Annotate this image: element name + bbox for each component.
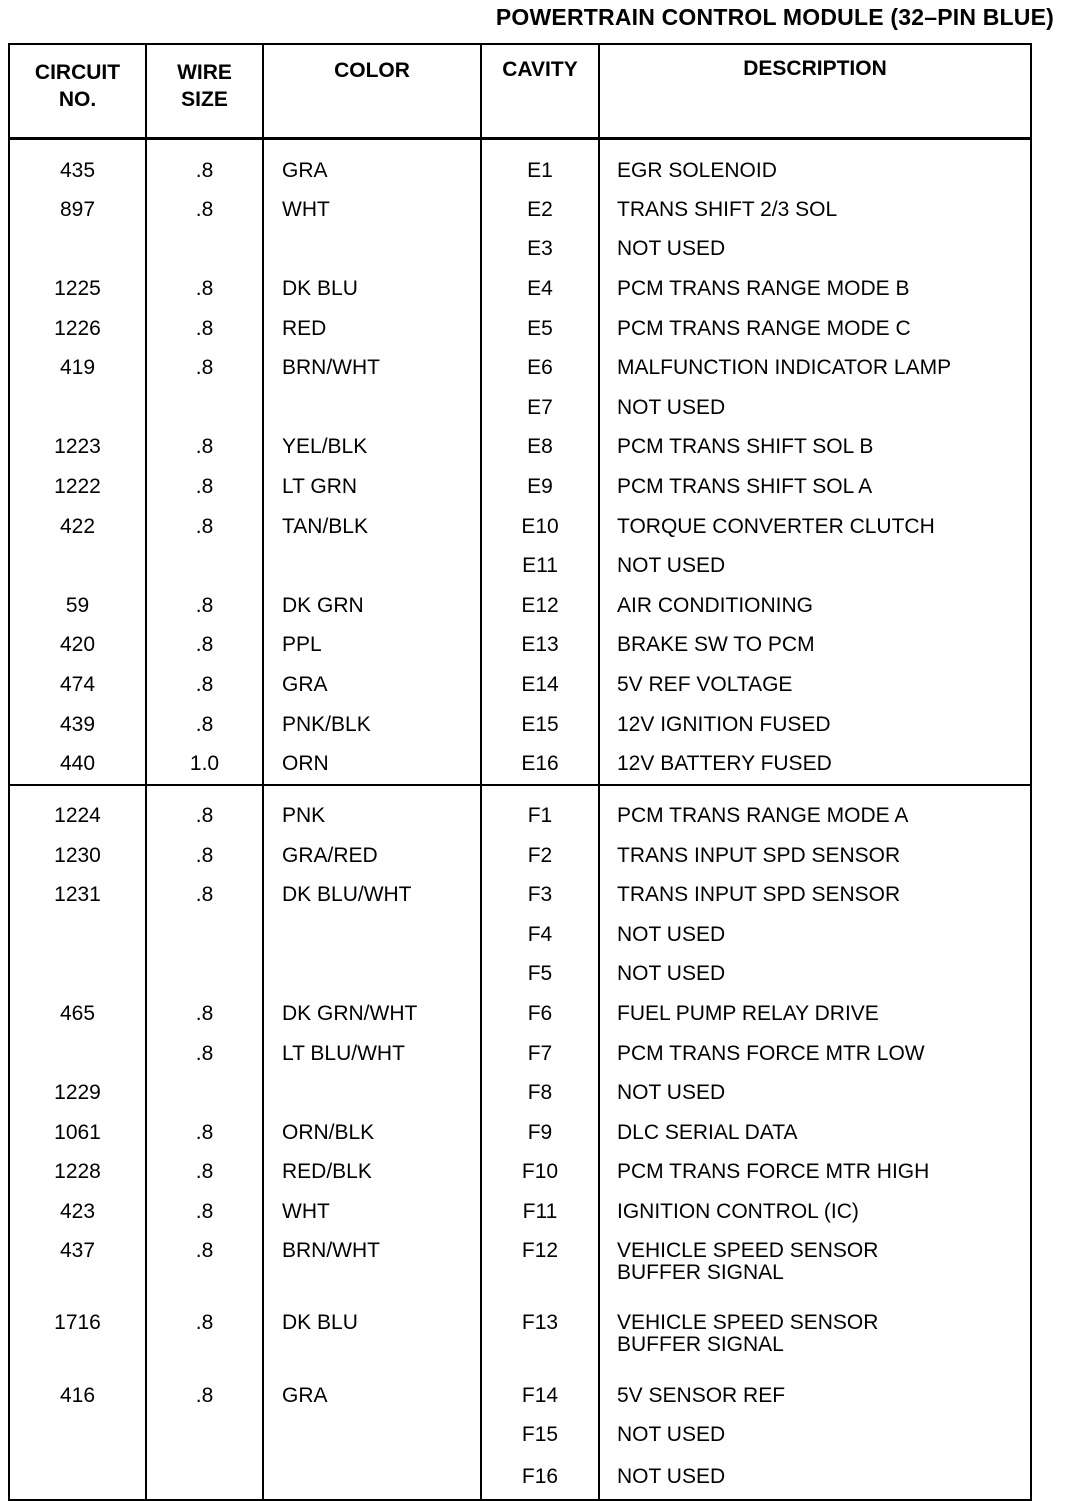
wire-size-cell [146, 1455, 263, 1500]
table-row [9, 1455, 1031, 1500]
circuit-cell: 420 [9, 626, 146, 666]
table-row [9, 230, 1031, 270]
header-description: DESCRIPTION [599, 44, 1031, 139]
wire-size-cell: .8 [146, 1304, 263, 1376]
table-row [9, 744, 1031, 785]
table-row [9, 1232, 1031, 1304]
circuit-cell: 59 [9, 586, 146, 626]
circuit-cell: 1228 [9, 1153, 146, 1193]
description-cell: 5V REF VOLTAGE [599, 665, 1031, 705]
circuit-cell: 435 [9, 139, 146, 191]
table-row [9, 876, 1031, 916]
wire-size-cell: .8 [146, 626, 263, 666]
cavity-cell: E8 [481, 428, 599, 468]
circuit-cell [9, 1034, 146, 1074]
cavity-cell: F8 [481, 1073, 599, 1113]
cavity-cell: E16 [481, 744, 599, 785]
color-cell: RED [263, 309, 481, 349]
cavity-cell: E6 [481, 348, 599, 388]
wire-size-cell: .8 [146, 269, 263, 309]
wire-size-cell: .8 [146, 836, 263, 876]
cavity-cell: E5 [481, 309, 599, 349]
table-row [9, 994, 1031, 1034]
table-row [9, 626, 1031, 666]
wire-size-cell [146, 1073, 263, 1113]
color-cell: LT BLU/WHT [263, 1034, 481, 1074]
table-row [9, 388, 1031, 428]
wire-size-cell: .8 [146, 994, 263, 1034]
circuit-cell [9, 955, 146, 995]
wire-size-cell: .8 [146, 1376, 263, 1416]
circuit-cell: 1229 [9, 1073, 146, 1113]
color-cell: GRA/RED [263, 836, 481, 876]
color-cell [263, 546, 481, 586]
circuit-cell: 1061 [9, 1113, 146, 1153]
description-cell: PCM TRANS RANGE MODE C [599, 309, 1031, 349]
description-cell: NOT USED [599, 1415, 1031, 1455]
table-row [9, 705, 1031, 745]
cavity-cell: E3 [481, 230, 599, 270]
wire-size-cell: 1.0 [146, 744, 263, 785]
circuit-cell [9, 915, 146, 955]
circuit-cell [9, 1455, 146, 1500]
cavity-cell: E7 [481, 388, 599, 428]
color-cell [263, 1415, 481, 1455]
circuit-cell: 437 [9, 1232, 146, 1304]
cavity-cell: E11 [481, 546, 599, 586]
cavity-cell: F11 [481, 1192, 599, 1232]
description-cell: PCM TRANS RANGE MODE A [599, 785, 1031, 836]
circuit-cell [9, 388, 146, 428]
color-cell: GRA [263, 665, 481, 705]
description-cell: 5V SENSOR REF [599, 1376, 1031, 1416]
cavity-cell: E13 [481, 626, 599, 666]
description-cell: IGNITION CONTROL (IC) [599, 1192, 1031, 1232]
description-cell: PCM TRANS RANGE MODE B [599, 269, 1031, 309]
wire-size-cell: .8 [146, 785, 263, 836]
table-row [9, 785, 1031, 836]
color-cell: TAN/BLK [263, 507, 481, 547]
color-cell: GRA [263, 1376, 481, 1416]
cavity-cell: F16 [481, 1455, 599, 1500]
cavity-cell: F7 [481, 1034, 599, 1074]
description-cell: TRANS INPUT SPD SENSOR [599, 836, 1031, 876]
cavity-cell: F14 [481, 1376, 599, 1416]
cavity-cell: F3 [481, 876, 599, 916]
cavity-cell: F15 [481, 1415, 599, 1455]
wire-size-cell: .8 [146, 507, 263, 547]
color-cell: BRN/WHT [263, 348, 481, 388]
cavity-cell: E9 [481, 467, 599, 507]
cavity-cell: F12 [481, 1232, 599, 1304]
circuit-cell: 439 [9, 705, 146, 745]
description-cell: PCM TRANS SHIFT SOL A [599, 467, 1031, 507]
cavity-cell: E14 [481, 665, 599, 705]
wire-size-cell: .8 [146, 1153, 263, 1193]
description-cell: BRAKE SW TO PCM [599, 626, 1031, 666]
circuit-cell [9, 230, 146, 270]
table-row [9, 139, 1031, 191]
color-cell: GRA [263, 139, 481, 191]
pinout-table [8, 43, 1032, 1501]
color-cell [263, 1455, 481, 1500]
wire-size-cell [146, 388, 263, 428]
color-cell: PNK/BLK [263, 705, 481, 745]
table-row [9, 1376, 1031, 1416]
cavity-cell: F10 [481, 1153, 599, 1193]
circuit-cell: 1226 [9, 309, 146, 349]
cavity-cell: F6 [481, 994, 599, 1034]
color-cell: PPL [263, 626, 481, 666]
table-row [9, 1113, 1031, 1153]
wire-size-cell: .8 [146, 1232, 263, 1304]
circuit-cell: 419 [9, 348, 146, 388]
color-cell: ORN/BLK [263, 1113, 481, 1153]
wire-size-cell [146, 915, 263, 955]
circuit-cell: 1225 [9, 269, 146, 309]
circuit-cell: 422 [9, 507, 146, 547]
color-cell: PNK [263, 785, 481, 836]
table-row [9, 546, 1031, 586]
description-cell: NOT USED [599, 915, 1031, 955]
header-circuit-no: CIRCUIT NO. [9, 44, 146, 139]
wire-size-cell: .8 [146, 348, 263, 388]
description-cell: 12V BATTERY FUSED [599, 744, 1031, 785]
table-row [9, 1415, 1031, 1455]
table-row [9, 507, 1031, 547]
table-row [9, 1034, 1031, 1074]
circuit-cell: 1230 [9, 836, 146, 876]
page-title: POWERTRAIN CONTROL MODULE (32–PIN BLUE) [495, 4, 1054, 30]
description-cell: DLC SERIAL DATA [599, 1113, 1031, 1153]
circuit-cell: 1716 [9, 1304, 146, 1376]
description-cell: NOT USED [599, 388, 1031, 428]
cavity-cell: E1 [481, 139, 599, 191]
wire-size-cell: .8 [146, 705, 263, 745]
color-cell: YEL/BLK [263, 428, 481, 468]
description-cell: NOT USED [599, 1073, 1031, 1113]
wire-size-cell: .8 [146, 309, 263, 349]
wire-size-cell [146, 955, 263, 995]
table-row [9, 428, 1031, 468]
description-cell: NOT USED [599, 955, 1031, 995]
description-cell: FUEL PUMP RELAY DRIVE [599, 994, 1031, 1034]
color-cell: ORN [263, 744, 481, 785]
table-row [9, 190, 1031, 230]
color-cell: WHT [263, 190, 481, 230]
cavity-cell: E4 [481, 269, 599, 309]
description-cell: VEHICLE SPEED SENSOR BUFFER SIGNAL [599, 1304, 1031, 1376]
table-row [9, 915, 1031, 955]
table-row [9, 1153, 1031, 1193]
table-header-row [9, 44, 1031, 139]
table-row [9, 586, 1031, 626]
color-cell: RED/BLK [263, 1153, 481, 1193]
circuit-cell: 897 [9, 190, 146, 230]
color-cell [263, 230, 481, 270]
wire-size-cell: .8 [146, 467, 263, 507]
cavity-cell: F13 [481, 1304, 599, 1376]
table-row [9, 309, 1031, 349]
wire-size-cell: .8 [146, 586, 263, 626]
wire-size-cell [146, 230, 263, 270]
cavity-cell: F5 [481, 955, 599, 995]
color-cell [263, 915, 481, 955]
cavity-cell: F4 [481, 915, 599, 955]
description-cell: TRANS SHIFT 2/3 SOL [599, 190, 1031, 230]
description-cell: NOT USED [599, 546, 1031, 586]
cavity-cell: E15 [481, 705, 599, 745]
table-row [9, 955, 1031, 995]
description-cell: TRANS INPUT SPD SENSOR [599, 876, 1031, 916]
table-row [9, 1073, 1031, 1113]
cavity-cell: E12 [481, 586, 599, 626]
description-cell: NOT USED [599, 1455, 1031, 1500]
circuit-cell [9, 1415, 146, 1455]
circuit-cell [9, 546, 146, 586]
header-wire-size: WIRE SIZE [146, 44, 263, 139]
description-cell: EGR SOLENOID [599, 139, 1031, 191]
circuit-cell: 465 [9, 994, 146, 1034]
color-cell [263, 388, 481, 428]
table-row [9, 1192, 1031, 1232]
circuit-cell: 423 [9, 1192, 146, 1232]
color-cell: WHT [263, 1192, 481, 1232]
wire-size-cell: .8 [146, 1034, 263, 1074]
description-cell: AIR CONDITIONING [599, 586, 1031, 626]
table-row [9, 467, 1031, 507]
wire-size-cell [146, 546, 263, 586]
wire-size-cell [146, 1415, 263, 1455]
color-cell: DK GRN/WHT [263, 994, 481, 1034]
wire-size-cell: .8 [146, 876, 263, 916]
wire-size-cell: .8 [146, 139, 263, 191]
cavity-cell: F9 [481, 1113, 599, 1153]
description-cell: NOT USED [599, 230, 1031, 270]
color-cell: BRN/WHT [263, 1232, 481, 1304]
cavity-cell: F1 [481, 785, 599, 836]
table-row [9, 269, 1031, 309]
wire-size-cell: .8 [146, 428, 263, 468]
circuit-cell: 416 [9, 1376, 146, 1416]
wire-size-cell: .8 [146, 665, 263, 705]
description-cell: MALFUNCTION INDICATOR LAMP [599, 348, 1031, 388]
table-row [9, 665, 1031, 705]
circuit-cell: 1231 [9, 876, 146, 916]
cavity-cell: E2 [481, 190, 599, 230]
wire-size-cell: .8 [146, 190, 263, 230]
color-cell: DK BLU [263, 269, 481, 309]
description-cell: PCM TRANS FORCE MTR LOW [599, 1034, 1031, 1074]
color-cell: LT GRN [263, 467, 481, 507]
circuit-cell: 1224 [9, 785, 146, 836]
wire-size-cell: .8 [146, 1113, 263, 1153]
table-row [9, 1304, 1031, 1376]
cavity-cell: E10 [481, 507, 599, 547]
color-cell [263, 955, 481, 995]
circuit-cell: 474 [9, 665, 146, 705]
header-color: COLOR [263, 44, 481, 139]
description-cell: PCM TRANS SHIFT SOL B [599, 428, 1031, 468]
color-cell: DK BLU/WHT [263, 876, 481, 916]
circuit-cell: 1223 [9, 428, 146, 468]
description-cell: 12V IGNITION FUSED [599, 705, 1031, 745]
table-row [9, 836, 1031, 876]
color-cell: DK GRN [263, 586, 481, 626]
header-cavity: CAVITY [481, 44, 599, 139]
circuit-cell: 440 [9, 744, 146, 785]
wire-size-cell: .8 [146, 1192, 263, 1232]
color-cell: DK BLU [263, 1304, 481, 1376]
description-cell: TORQUE CONVERTER CLUTCH [599, 507, 1031, 547]
color-cell [263, 1073, 481, 1113]
table-row [9, 348, 1031, 388]
description-cell: VEHICLE SPEED SENSOR BUFFER SIGNAL [599, 1232, 1031, 1304]
cavity-cell: F2 [481, 836, 599, 876]
circuit-cell: 1222 [9, 467, 146, 507]
description-cell: PCM TRANS FORCE MTR HIGH [599, 1153, 1031, 1193]
